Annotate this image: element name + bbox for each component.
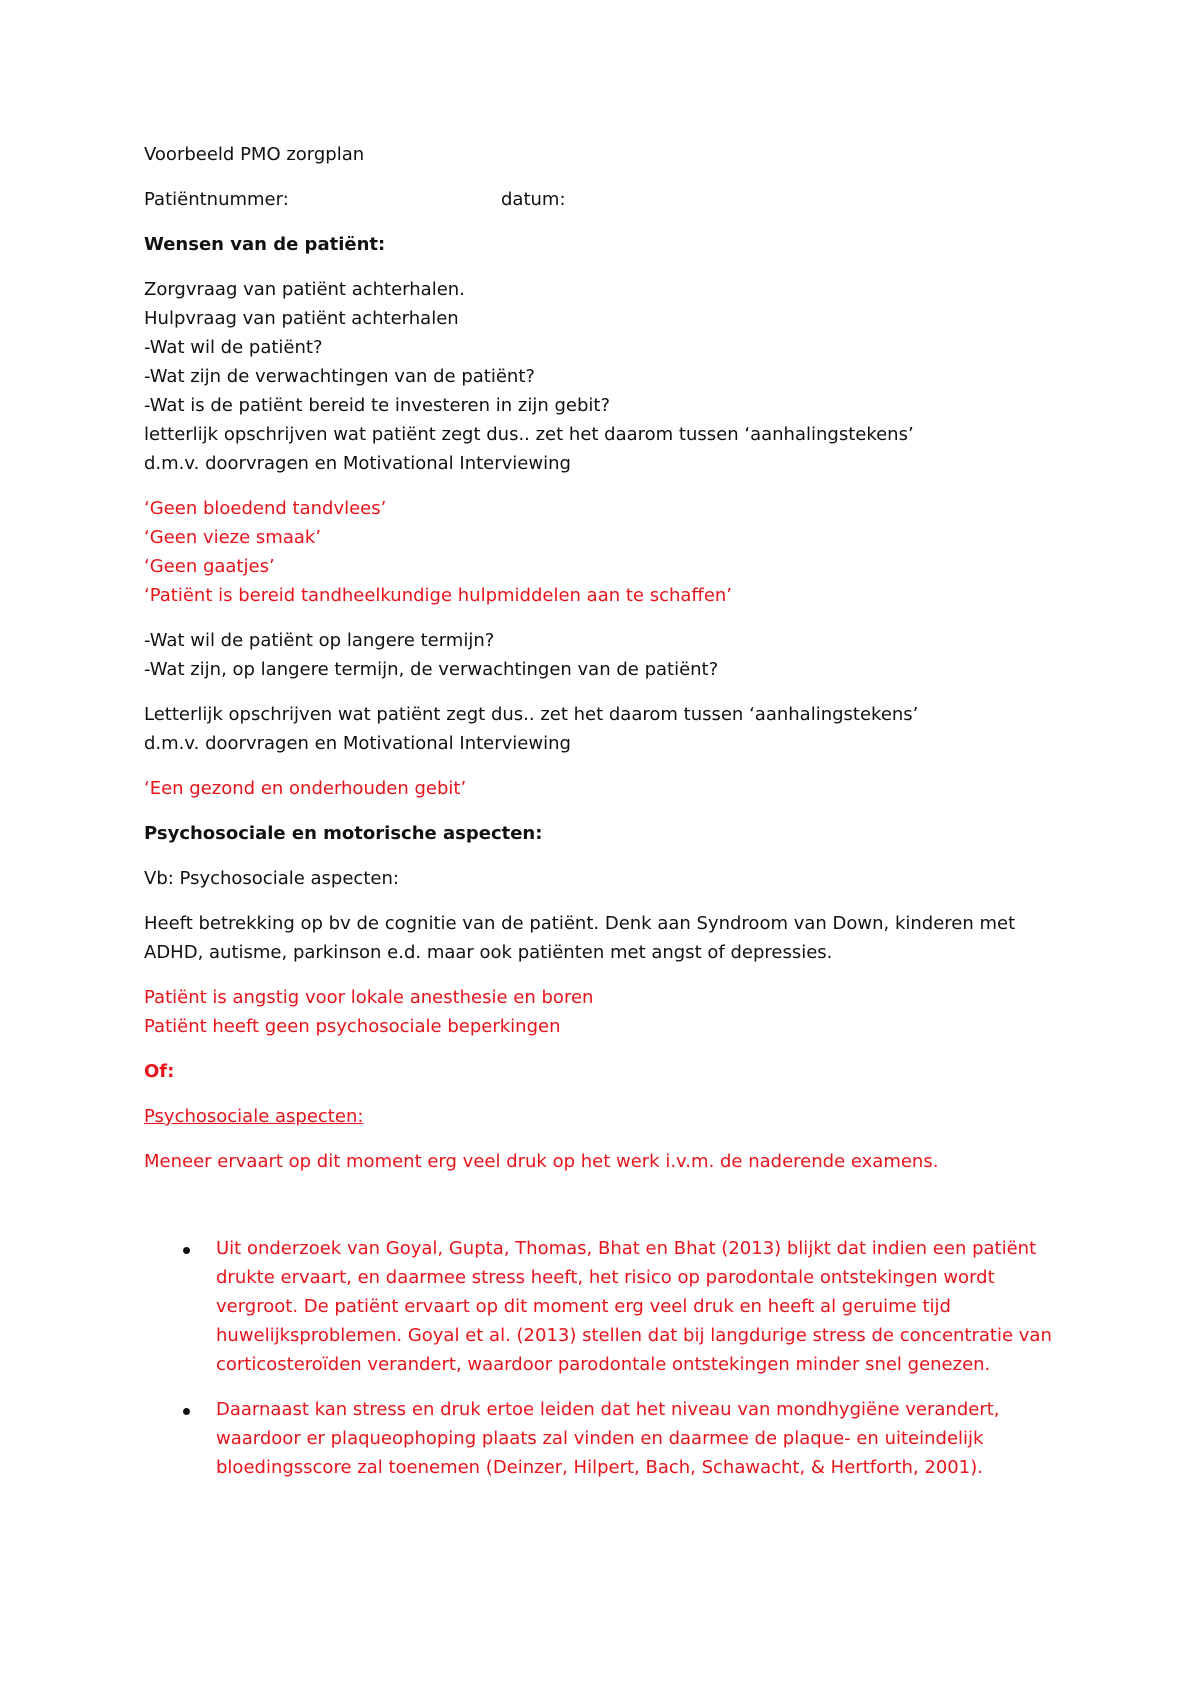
psycho-answer-line: Patiënt heeft geen psychosociale beperkingen	[144, 1016, 561, 1037]
bullet-line: bloedingsscore zal toenemen (Deinzer, Hilpert, Bach, Schawacht, & Hertforth, 2001).	[216, 1457, 983, 1478]
question-line: -Wat zijn, op langere termijn, de verwachtingen van de patiënt?	[144, 659, 719, 680]
bullet-line: corticosteroïden verandert, waardoor parodontale ontstekingen minder snel genezen.	[216, 1354, 991, 1375]
bullet-list	[144, 1234, 1064, 1482]
instruction-line: d.m.v. doorvragen en Motivational Interviewing	[144, 733, 571, 754]
wishes-intro-line: Hulpvraag van patiënt achterhalen	[144, 308, 459, 329]
alt-heading: Psychosociale aspecten:	[144, 1106, 364, 1127]
long-term-questions	[144, 626, 1064, 684]
bullet-line: Daarnaast kan stress en druk ertoe leiden dat het niveau van mondhygiëne verandert,	[216, 1399, 1000, 1420]
psycho-heading: Psychosociale en motorische aspecten:	[144, 823, 543, 844]
bullet-line: waardoor er plaqueophoping plaats zal vinden en daarmee de plaque- en uiteindelijk	[216, 1428, 984, 1449]
wishes-intro-line: d.m.v. doorvragen en Motivational Interviewing	[144, 453, 571, 474]
wishes-heading: Wensen van de patiënt:	[144, 234, 386, 255]
alt-text: Meneer ervaart op dit moment erg veel druk op het werk i.v.m. de naderende examens.	[144, 1151, 939, 1172]
description-line: Heeft betrekking op bv de cognitie van de patiënt. Denk aan Syndroom van Down, kinderen met	[144, 913, 1016, 934]
wishes-intro-line: -Wat zijn de verwachtingen van de patiënt?	[144, 366, 535, 387]
patient-number-label: Patiëntnummer:	[144, 189, 289, 210]
description-line: ADHD, autisme, parkinson e.d. maar ook patiënten met angst of depressies.	[144, 942, 833, 963]
psycho-answer-line: Patiënt is angstig voor lokale anesthesie en boren	[144, 987, 594, 1008]
wishes-intro-line: -Wat is de patiënt bereid te investeren in zijn gebit?	[144, 395, 611, 416]
instruction-line: Letterlijk opschrijven wat patiënt zegt dus.. zet het daarom tussen ‘aanhalingstekens’	[144, 704, 919, 725]
psycho-subheading: Vb: Psychosociale aspecten:	[144, 868, 399, 889]
answer-long-term: ‘Een gezond en onderhouden gebit’	[144, 778, 467, 799]
wishes-intro-line: -Wat wil de patiënt?	[144, 337, 323, 358]
list-item	[144, 1395, 1064, 1482]
answer-quote: ‘Geen vieze smaak’	[144, 527, 322, 548]
wishes-intro	[144, 275, 1064, 478]
bullet-line: huwelijksproblemen. Goyal et al. (2013) stellen dat bij langdurige stress de concentratie van	[216, 1325, 1052, 1346]
bullet-dot-icon	[183, 1247, 190, 1254]
psycho-description	[144, 909, 1064, 967]
document-title: Voorbeeld PMO zorgplan	[144, 144, 365, 165]
bullet-line: Uit onderzoek van Goyal, Gupta, Thomas, Bhat en Bhat (2013) blijkt dat indien een patiënt	[216, 1238, 1037, 1259]
list-item	[144, 1234, 1064, 1379]
bullet-dot-icon	[183, 1408, 190, 1415]
answer-quote: ‘Geen bloedend tandvlees’	[144, 498, 387, 519]
wishes-intro-line: letterlijk opschrijven wat patiënt zegt dus.. zet het daarom tussen ‘aanhalingstekens’	[144, 424, 914, 445]
bullet-line: drukte ervaart, en daarmee stress heeft, het risico op parodontale ontstekingen wordt	[216, 1267, 995, 1288]
meta-row	[144, 185, 1064, 214]
question-line: -Wat wil de patiënt op langere termijn?	[144, 630, 495, 651]
or-label: Of:	[144, 1061, 175, 1082]
date-label: datum:	[501, 189, 566, 210]
wishes-intro-line: Zorgvraag van patiënt achterhalen.	[144, 279, 465, 300]
instruction-block	[144, 700, 1064, 758]
answer-quote: ‘Patiënt is bereid tandheelkundige hulpmiddelen aan te schaffen’	[144, 585, 733, 606]
wishes-answers-short	[144, 494, 1064, 610]
bullet-line: vergroot. De patiënt ervaart op dit moment erg veel druk en heeft al geruime tijd	[216, 1296, 951, 1317]
answer-quote: ‘Geen gaatjes’	[144, 556, 275, 577]
document-page	[144, 140, 1064, 1498]
psycho-answers	[144, 983, 1064, 1041]
